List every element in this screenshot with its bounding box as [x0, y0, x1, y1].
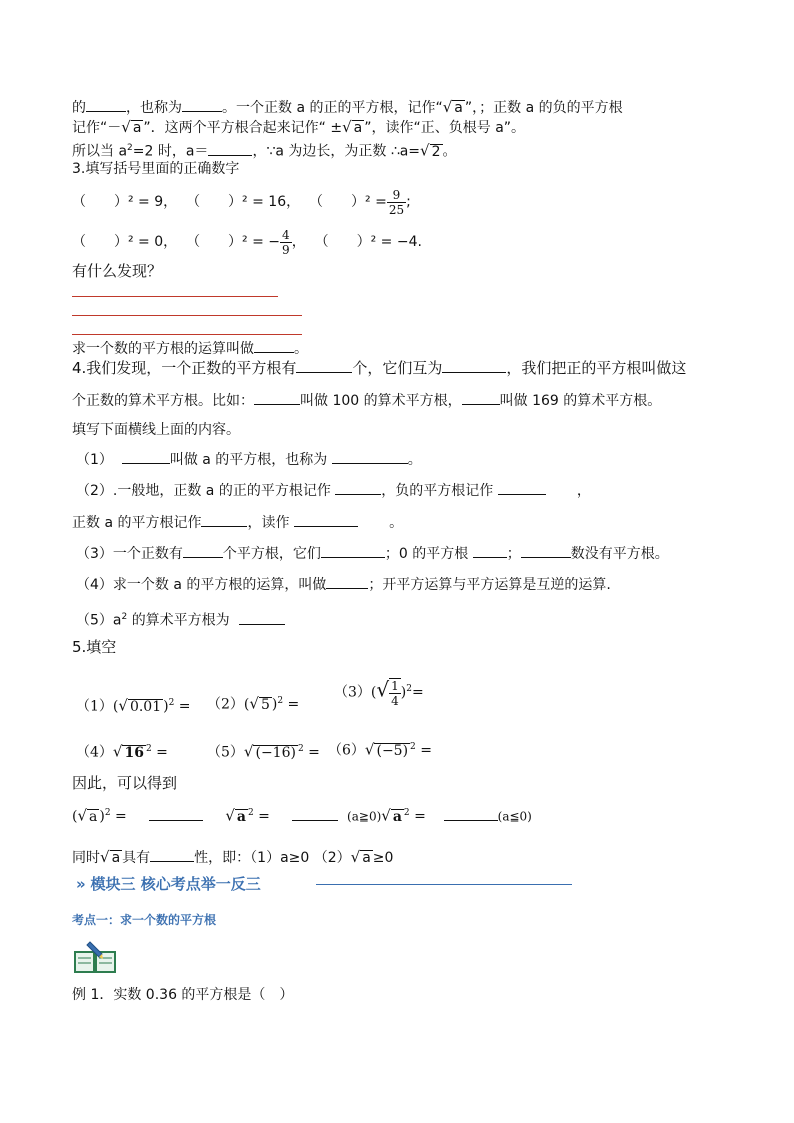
q3-operation: 求一个数的平方根的运算叫做 。: [72, 338, 308, 358]
q4-item-1: （1） 叫做 a 的平方根，也称为 。: [76, 449, 422, 469]
q5-title: 5.填空: [72, 638, 117, 656]
q4-item-5: $(5)a^2$ 的算术平方根为: [76, 608, 285, 630]
double-chevron-icon: »: [76, 875, 86, 893]
answer-line[interactable]: [72, 315, 302, 316]
intro-line-2: 记作“－√ a ”．这两个平方根合起来记作“ ±√ a ”，读作“正、负根号 a”。: [72, 118, 526, 136]
intro-line-3: 所以当 $a^2=2$ 时，a＝ ，∵a 为边长，为正数 ∴a=√ 2 。: [72, 141, 457, 160]
q4-fill-instruction: 填写下面横线上面的内容。: [72, 422, 240, 438]
intro-line-1: 的 ，也称为 。一个正数 a 的正的平方根，记作“√ a ”，；正数 a 的负的平方根: [72, 98, 623, 116]
module-divider: [316, 884, 572, 885]
q3-row-2: （ ）² = 0， （ ）² = − $\frac{4}{9}$ ， （ ）² = −4.: [72, 227, 422, 257]
q4-item-4: （4）求一个数 a 的平方根的运算，叫做 ；开平方运算与平方运算是互逆的运算.: [76, 574, 611, 594]
q5-expr-2: （2）(√ 5 )$^2$ =: [207, 694, 300, 713]
answer-line[interactable]: [72, 334, 302, 335]
q3-discovery: 有什么发现？: [72, 262, 163, 280]
q5-result-line: (√ a )$^2$ = √ a $^2$ = (a≧0)√ a $^2$ = (a≦0): [72, 806, 532, 825]
q5-also-line: 同时√ a 具有 性，即：（1）a≥0 （2）√ a ≥0: [72, 848, 394, 866]
q3-row-1: （ ）² = 9， （ ）² = 16， （ ）² = $\frac{9}{25}$ ;: [72, 187, 411, 217]
q5-expr-3: （3）(√ $\frac{1}{4}$ )$^2$=: [334, 677, 424, 708]
q4-line-1: 4.我们发现，一个正数的平方根有 个，它们互为 ，我们把正的平方根叫做这: [72, 359, 687, 377]
book-pencil-icon: [72, 938, 118, 976]
key-point-title: 考点一：求一个数的平方根: [72, 913, 217, 927]
q5-expr-1: （1）(√ 0.01 )$^2$ =: [76, 696, 191, 715]
q5-expr-6: （6）√ (−5) $^2$ =: [328, 740, 432, 759]
q3-title: 3.填写括号里面的正确数字: [72, 161, 240, 177]
q4-item-3: （3）一个正数有 个平方根，它们 ；0 的平方根 ； 数没有平方根。: [76, 543, 669, 563]
q5-expr-5: （5）√ (−16) $^2$ =: [207, 742, 320, 761]
q5-expr-4: （4）√ 16 $^2$ =: [76, 742, 168, 761]
q4-item-2: （2）.一般地，正数 a 的正的平方根记作 ，负的平方根记作 ，: [76, 480, 591, 500]
q5-therefore: 因此，可以得到: [72, 774, 178, 792]
q4-line-2: 个正数的算术平方根。比如： 叫做 100 的算术平方根， 叫做 169 的算术平方根。: [72, 390, 661, 410]
answer-line[interactable]: [72, 296, 278, 297]
module-header: » 模块三 核心考点举一反三: [76, 875, 261, 893]
q4-item-2b: 正数 a 的平方根记作 ，读作 。: [72, 512, 403, 532]
example-1: 例 1．实数 0.36 的平方根是（ ）: [72, 987, 294, 1003]
